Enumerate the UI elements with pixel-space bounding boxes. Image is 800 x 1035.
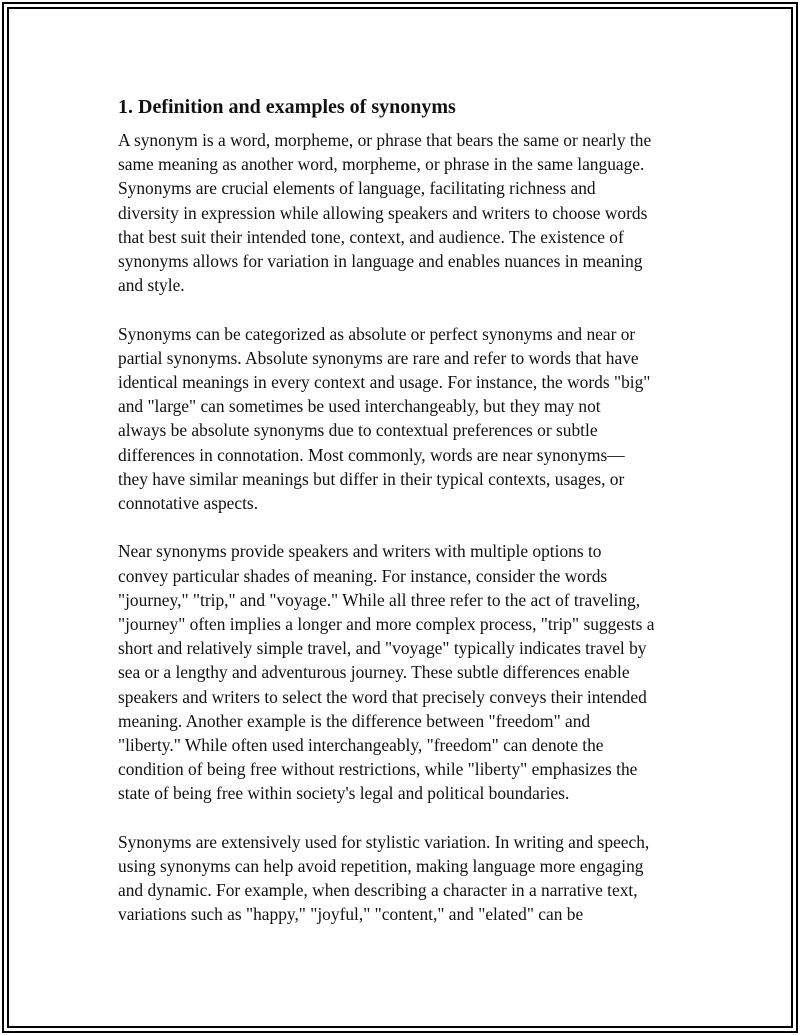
text-line: and "large" can sometimes be used interchangeably, but they may not	[118, 396, 601, 417]
text-line: Near synonyms provide speakers and writers with multiple options to	[118, 541, 602, 562]
text-line: condition of being free without restrictions, while "liberty" emphasizes the	[118, 759, 638, 780]
text-line: and style.	[118, 275, 185, 296]
text-line: short and relatively simple travel, and "voyage" typically indicates travel by	[118, 638, 647, 659]
text-line: state of being free within society's legal and political boundaries.	[118, 783, 570, 804]
text-line: same meaning as another word, morpheme, or phrase in the same language.	[118, 154, 645, 175]
text-line: synonyms allows for variation in language and enables nuances in meaning	[118, 251, 643, 272]
text-line: Synonyms are crucial elements of language, facilitating richness and	[118, 178, 596, 199]
document-body	[118, 94, 690, 951]
text-line: identical meanings in every context and usage. For instance, the words "big"	[118, 372, 651, 393]
text-line: convey particular shades of meaning. For instance, consider the words	[118, 565, 608, 586]
text-line: partial synonyms. Absolute synonyms are rare and refer to words that have	[118, 347, 639, 368]
text-line: speakers and writers to select the word that precisely conveys their intended	[118, 686, 647, 707]
text-line: differences in connotation. Most commonly, words are near synonyms—	[118, 444, 625, 465]
text-line: using synonyms can help avoid repetition, making language more engaging	[118, 856, 644, 877]
text-line: connotative aspects.	[118, 493, 259, 514]
paragraph-categories	[118, 322, 690, 516]
text-line: and dynamic. For example, when describing a character in a narrative text,	[118, 880, 638, 901]
text-line: they have similar meanings but differ in their typical contexts, usages, or	[118, 468, 625, 489]
text-line: sea or a lengthy and adventurous journey. These subtle differences enable	[118, 662, 630, 683]
text-line: A synonym is a word, morpheme, or phrase that bears the same or nearly the	[118, 130, 652, 150]
section-heading: 1. Definition and examples of synonyms	[118, 96, 456, 118]
paragraph-stylistic-variation	[118, 830, 690, 927]
text-line: that best suit their intended tone, context, and audience. The existence of	[118, 226, 624, 247]
text-line: Synonyms are extensively used for stylistic variation. In writing and speech,	[118, 831, 650, 852]
text-line: always be absolute synonyms due to contextual preferences or subtle	[118, 420, 598, 441]
paragraph-near-synonyms	[118, 539, 690, 805]
text-line: "journey," "trip," and "voyage." While all three refer to the act of traveling,	[118, 589, 641, 610]
text-line: "journey" often implies a longer and more complex process, "trip" suggests a	[118, 614, 655, 635]
text-line: diversity in expression while allowing speakers and writers to choose words	[118, 202, 648, 223]
text-line: variations such as "happy," "joyful," "content," and "elated" can be	[118, 904, 584, 925]
text-line: meaning. Another example is the difference between "freedom" and	[118, 710, 591, 731]
paragraph-definition	[118, 128, 690, 297]
text-line: "liberty." While often used interchangeably, "freedom" can denote the	[118, 735, 604, 756]
text-line: Synonyms can be categorized as absolute or perfect synonyms and near or	[118, 323, 636, 344]
